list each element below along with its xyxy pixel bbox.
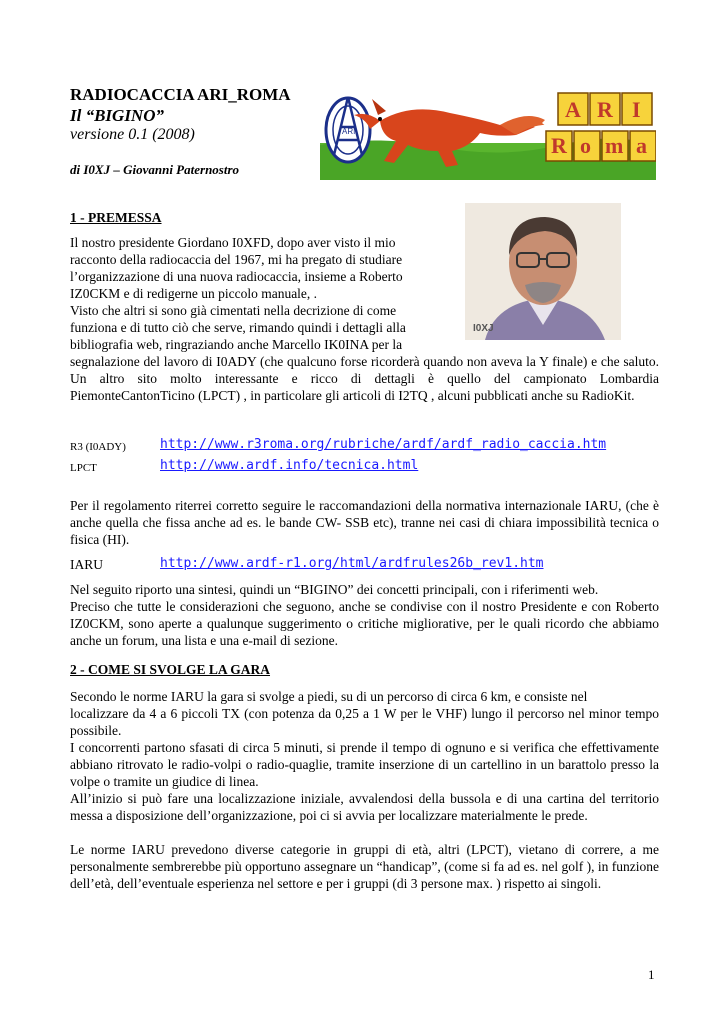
document-author: di I0XJ – Giovanni Paternostro (70, 162, 240, 177)
document-version: versione 0.1 (2008) (70, 126, 195, 143)
section-2-p1-rest: localizzare da 4 a 6 piccoli TX (con potenza da 0,25 a 1 W per le VHF) lungo il percorso nel minor tempo possibile. (70, 706, 659, 738)
logo-tile-1: R (597, 97, 613, 122)
fox-logo-image (320, 85, 656, 180)
logo-tile-0: A (565, 97, 581, 122)
intro-line: funziona e di tutto ciò che serve, rimando quindi i dettagli alla (70, 320, 406, 335)
intro-line: IZ0CKM e di redigerne un piccolo manuale, . (70, 286, 318, 301)
rules-paragraph: Per il regolamento riterrei corretto seguire le raccomandazioni della normativa internazionale IARU, (che è anche quella che fissa anche ad es. le bande CW- SSB etc), tranne nei casi di chiara impossibilità tecnica o fisica (HI). (70, 498, 659, 547)
link-label-iaru: IARU (70, 557, 103, 572)
logo-tile-2: I (632, 97, 641, 122)
intro-line: bibliografia web, ringraziando anche Marcello IK0INA per la (70, 337, 403, 352)
section-1-heading: 1 - PREMESSA (70, 210, 162, 225)
logo-tile-3: R (551, 133, 567, 158)
intro-line: Il nostro presidente Giordano I0XFD, dopo aver visto il mio (70, 235, 396, 250)
link-label-r3: R3 (I0ADY) (70, 441, 126, 453)
section-2-p3: All’inizio si può fare una localizzazione iniziale, avvalendosi della bussola e di una cartina del territorio messa a disposizione dell’organizzazione, poi ci si avvia per localizzare materialmente le prede. (70, 791, 659, 823)
page-number: 1 (648, 967, 655, 982)
summary-paragraph-2: Preciso che tutte le considerazioni che seguono, anche se condivise con il nostro Presidente e con Roberto IZ0CKM, sono aperte a qualunque suggerimento o critiche migliorative, per le quali ricordo che abbiamo anche un forum, una lista e una e-mail di sezione. (70, 599, 659, 648)
author-photo (465, 203, 621, 340)
portrait-image (465, 203, 621, 340)
ari-roma-logo (320, 85, 656, 180)
seal-text: ARI (342, 127, 356, 136)
section-2-p4: Le norme IARU prevedono diverse categorie in gruppi di età, altri (LPCT), vietano di correre, a me personalmente sembrerebbe più opportuno assegnare un “handicap”, (come si fa ad es. nel golf ), in funzione dell’età, dell’eventuale esperienza nel settore e per i gruppi (di 3 persone max. ) rispetto ai singoli. (70, 842, 659, 891)
logo-tile-5: m (605, 133, 624, 158)
section-2-p2: I concorrenti partono sfasati di circa 5 minuti, si prende il tempo di ognuno e si verifica che effettivamente abbiano ritrovato le radio-volpi o radio-quaglie, tramite inserzione di un cartellino in un barattolo presso la volpe o tramite un giudice di linea. (70, 740, 659, 789)
summary-paragraph-1: Nel seguito riporto una sintesi, quindi un “BIGINO” dei concetti principali, con i riferimenti web. (70, 582, 599, 597)
section-2-p1-line1: Secondo le norme IARU la gara si svolge a piedi, su di un percorso di circa 6 km, e consiste nel (70, 689, 588, 704)
link-iaru-rules[interactable]: http://www.ardf-r1.org/html/ardfrules26b_rev1.htm (160, 556, 544, 571)
link-label-lpct: LPCT (70, 462, 97, 474)
intro-line: Visto che altri si sono già cimentati nella decrizione di come (70, 303, 397, 318)
intro-line: racconto della radiocaccia del 1967, mi ha pregato di studiare (70, 252, 403, 267)
logo-tile-6: a (636, 133, 647, 158)
document-subtitle: Il “BIGINO” (70, 106, 164, 125)
intro-line: l’organizzazione di una nuova radiocaccia, insieme a Roberto (70, 269, 403, 284)
section-2-heading: 2 - COME SI SVOLGE LA GARA (70, 662, 271, 677)
link-ardf-info[interactable]: http://www.ardf.info/tecnica.html (160, 458, 419, 473)
link-r3roma[interactable]: http://www.r3roma.org/rubriche/ardf/ardf_radio_caccia.htm (160, 437, 607, 452)
document-title: RADIOCACCIA ARI_ROMA (70, 85, 291, 104)
logo-tile-4: o (580, 133, 591, 158)
section-1-para-rest: segnalazione del lavoro di I0ADY (che qualcuno forse ricorderà quando non aveva la Y finale) e che saluto. Un altro sito molto interessante e ricco di dettagli è quello del campionato Lombardia PiemonteCantonTicino (LPCT) , in particolare gli articoli di I2TQ , alcuni pubblicati anche su RadioKit. (70, 354, 659, 403)
section-1-intro (70, 234, 455, 353)
photo-caption: I0XJ (473, 323, 494, 334)
